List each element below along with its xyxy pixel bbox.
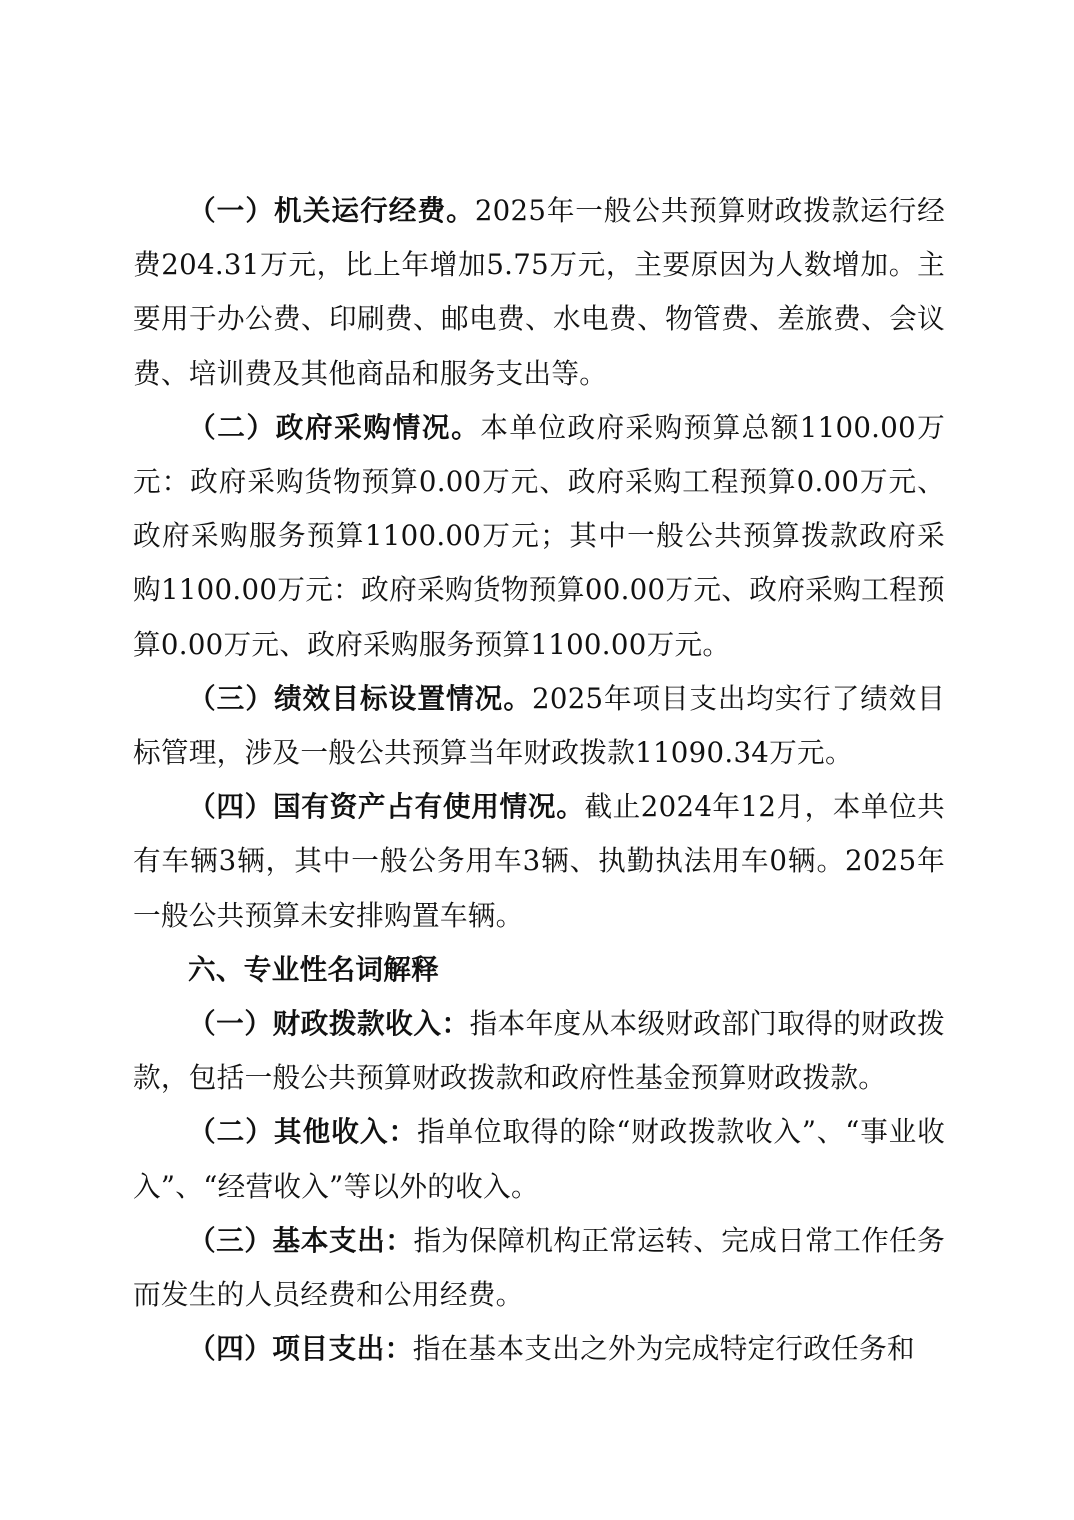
- definition-term: （一）财政拨款收入：: [188, 1007, 470, 1041]
- definition-term: （二）其他收入：: [188, 1115, 418, 1149]
- paragraph-heading: （一）机关运行经费。: [188, 194, 475, 227]
- definition-other-income: [133, 1105, 945, 1213]
- document-body: [133, 184, 945, 1376]
- section-title: 六、专业性名词解释: [188, 952, 440, 986]
- definition-basic-expenditure: [133, 1214, 945, 1322]
- paragraph-heading: （四）国有资产占有使用情况。: [188, 790, 585, 824]
- definition-text: 指为保障机构正常运转、完成日常工作任务而发生的人员经费和公用经费。: [133, 1223, 945, 1312]
- definition-project-expenditure: [133, 1322, 945, 1376]
- paragraph-heading: （三）绩效目标设置情况。: [188, 681, 532, 715]
- paragraph-performance-targets: [133, 672, 945, 780]
- paragraph-text: 2025年一般公共预算财政拨款运行经费204.31万元，比上年增加5.75万元，主要原因为人数增加。主要用于办公费、印刷费、邮电费、水电费、物管费、差旅费、会议费、培训费及其他商品和服务支出等。: [133, 194, 945, 390]
- paragraph-text: 本单位政府采购预算总额1100.00万元：政府采购货物预算0.00万元、政府采购工程预算0.00万元、政府采购服务预算1100.00万元；其中一般公共预算拨款政府采购1100.00万元：政府采购货物预算00.00万元、政府采购工程预算0.00万元、政府采购服务预算1100.00万元。: [133, 410, 945, 661]
- paragraph-text: 2025年项目支出均实行了绩效目标管理，涉及一般公共预算当年财政拨款11090.34万元。: [133, 681, 945, 770]
- definition-text: 指在基本支出之外为完成特定行政任务和: [412, 1332, 915, 1366]
- paragraph-state-assets: [133, 780, 945, 943]
- definition-term: （三）基本支出：: [188, 1223, 414, 1257]
- definition-term: （四）项目支出：: [188, 1332, 413, 1366]
- paragraph-operating-expenses: [133, 184, 945, 401]
- paragraph-text: 截止2024年12月，本单位共有车辆3辆，其中一般公务用车3辆、执勤执法用车0辆。2025年一般公共预算未安排购置车辆。: [133, 790, 945, 932]
- definition-text: 指本年度从本级财政部门取得的财政拨款，包括一般公共预算财政拨款和政府性基金预算财政拨款。: [133, 1007, 945, 1095]
- definition-text: 指单位取得的除“财政拨款收入”、“事业收入”、“经营收入”等以外的收入。: [133, 1115, 945, 1203]
- paragraph-procurement: [133, 401, 945, 672]
- paragraph-heading: （二）政府采购情况。: [188, 410, 481, 444]
- definition-fiscal-appropriation-income: [133, 997, 945, 1105]
